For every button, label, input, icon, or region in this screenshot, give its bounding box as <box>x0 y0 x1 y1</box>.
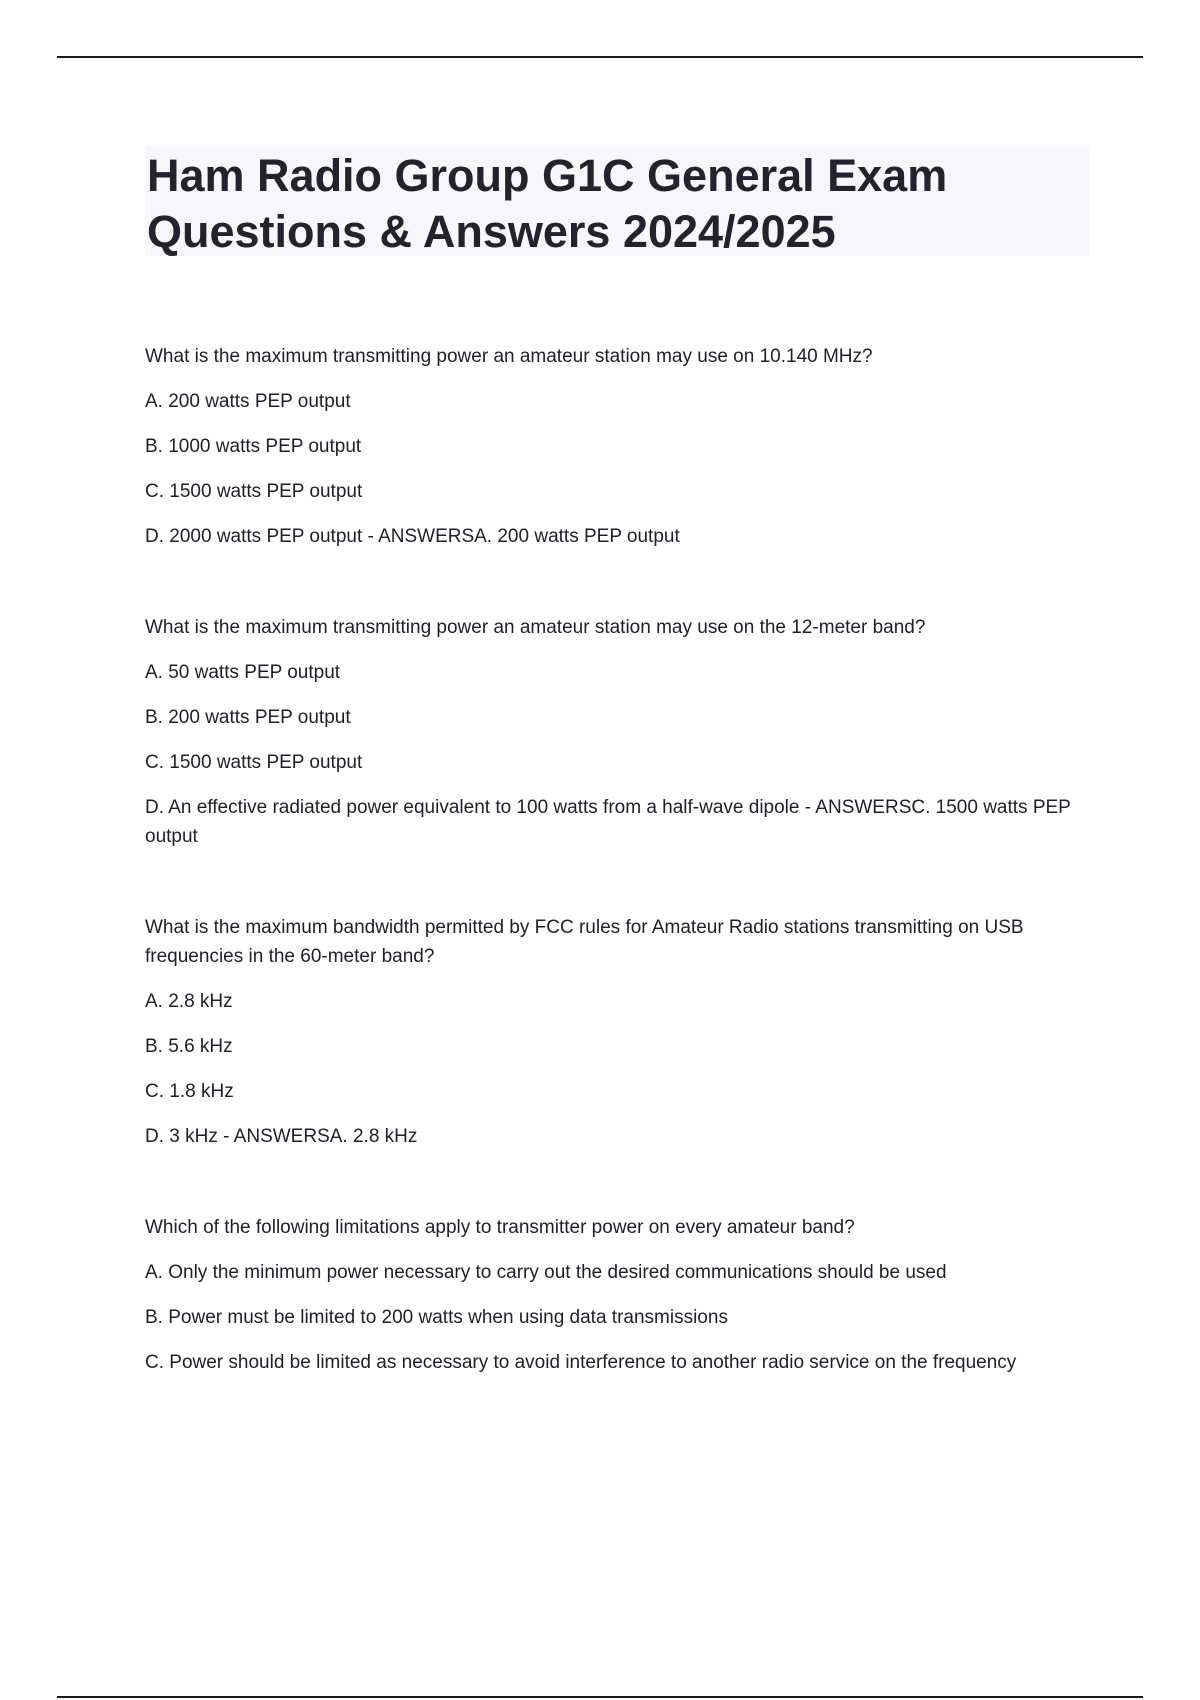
answer-option-c: C. 1.8 kHz <box>145 1081 234 1102</box>
answer-option-a: A. 200 watts PEP output <box>145 391 351 412</box>
answer-option-c: C. 1500 watts PEP output <box>145 752 363 773</box>
answer-option-c: C. Power should be limited as necessary to avoid interference to another radio service on the frequency <box>145 1352 1017 1373</box>
question-block-4 <box>145 1213 1090 1377</box>
answer-option-a: A. Only the minimum power necessary to carry out the desired communications should be used <box>145 1262 947 1283</box>
title-line-2: Questions & Answers 2024/2025 <box>147 206 836 257</box>
question-block-1 <box>145 342 1090 551</box>
answer-option-b: B. 5.6 kHz <box>145 1036 233 1057</box>
question-text: What is the maximum transmitting power an amateur station may use on the 12-meter band? <box>145 617 926 638</box>
answer-option-b: B. Power must be limited to 200 watts when using data transmissions <box>145 1307 728 1328</box>
answer-option-a: A. 2.8 kHz <box>145 991 233 1012</box>
question-block-3 <box>145 913 1090 1151</box>
title-line-1: Ham Radio Group G1C General Exam <box>147 150 948 201</box>
document-title <box>145 146 1089 256</box>
answer-option-c: C. 1500 watts PEP output <box>145 481 363 502</box>
question-text: What is the maximum transmitting power an amateur station may use on 10.140 MHz? <box>145 346 873 367</box>
question-text: What is the maximum bandwidth permitted by FCC rules for Amateur Radio stations transmitting on USB frequencies in the 60-meter band? <box>145 917 1024 967</box>
answer-option-d: D. An effective radiated power equivalent to 100 watts from a half-wave dipole - ANSWERSC. 1500 watts PEP output <box>145 797 1071 847</box>
question-block-2 <box>145 613 1090 851</box>
answer-option-a: A. 50 watts PEP output <box>145 662 341 683</box>
answer-option-d: D. 2000 watts PEP output - ANSWERSA. 200 watts PEP output <box>145 526 680 547</box>
question-text: Which of the following limitations apply to transmitter power on every amateur band? <box>145 1217 855 1238</box>
answer-option-b: B. 200 watts PEP output <box>145 707 351 728</box>
top-rule <box>57 56 1143 58</box>
question-list <box>145 342 1090 1377</box>
answer-option-b: B. 1000 watts PEP output <box>145 436 362 457</box>
bottom-rule <box>57 1696 1143 1698</box>
answer-option-d: D. 3 kHz - ANSWERSA. 2.8 kHz <box>145 1126 418 1147</box>
